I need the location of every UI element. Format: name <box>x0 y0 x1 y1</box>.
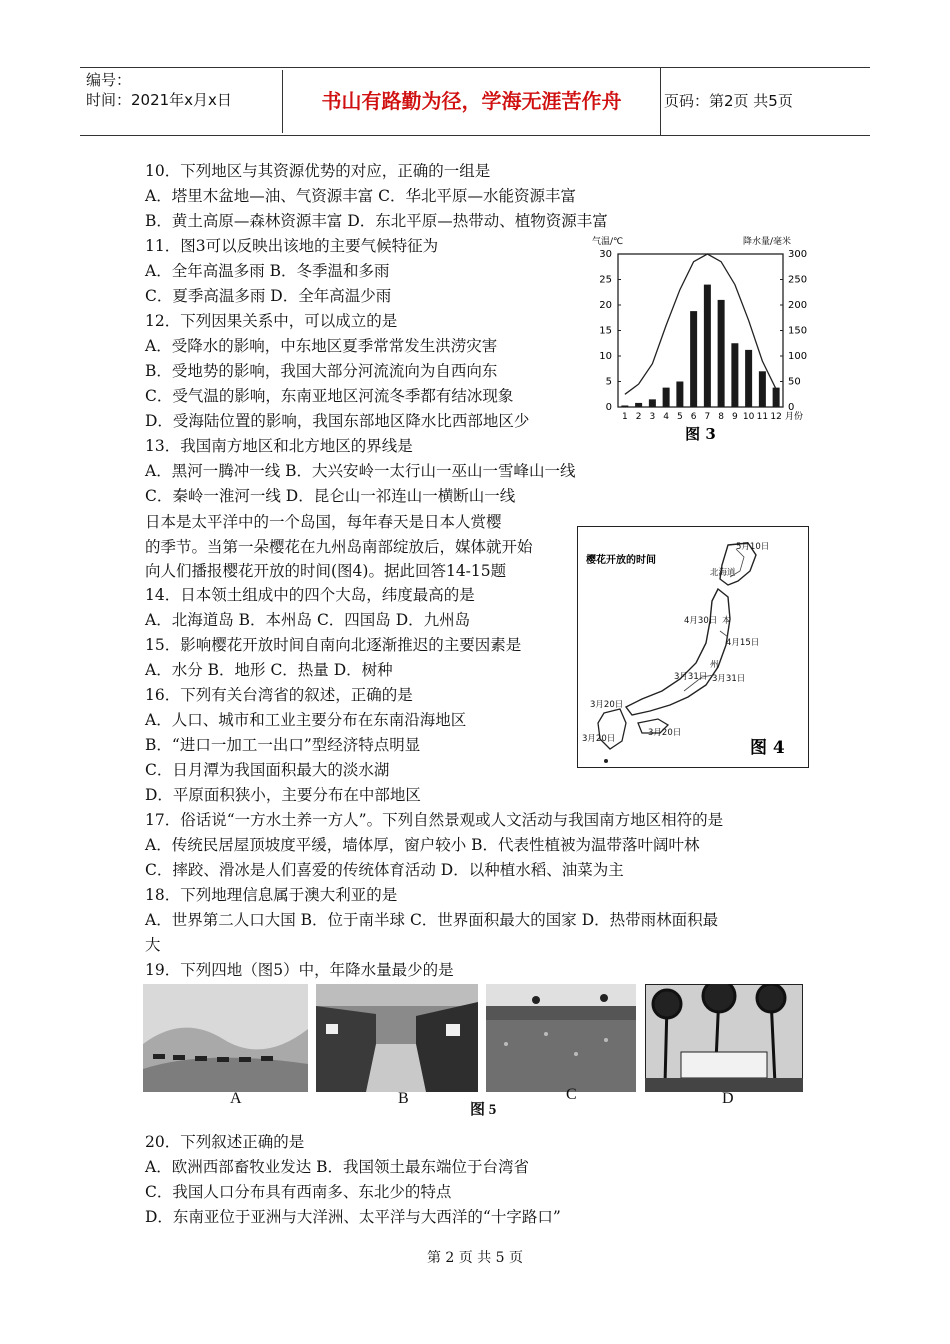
temp-tick: 30 <box>599 249 612 260</box>
japan-sakura-map <box>578 527 808 767</box>
temp-tick: 20 <box>599 300 612 311</box>
text-line: C．日月潭为我国面积最大的淡水湖 <box>145 761 390 779</box>
text-line: 向人们播报樱花开放的时间(图4)。据此回答14-15题 <box>145 562 507 580</box>
text-line: C．摔跤、滑冰是人们喜爱的传统体育活动 D．以种植水稻、油菜为主 <box>145 861 624 879</box>
header-code: 编号： <box>86 71 132 89</box>
month-tick: 4 <box>663 412 669 422</box>
text-line: 17．俗话说“一方水土养一方人”。下列自然景观或人文活动与我国南方地区相符的是 <box>145 811 724 829</box>
month-tick: 6 <box>690 412 697 422</box>
place-hokkaido: 北海道 <box>710 568 736 578</box>
precip-bar <box>773 388 780 407</box>
photo-d-tropical <box>645 984 803 1092</box>
text-line: B．黄土高原—森林资源丰富 D．东北平原—热带动、植物资源丰富 <box>145 212 608 230</box>
photo-b-water-town <box>316 984 478 1092</box>
text-line: 14．日本领土组成中的四个大岛，纬度最高的是 <box>145 586 475 604</box>
text-line: A．世界第二人口大国 B．位于南半球 C．世界面积最大的国家 D．热带雨林面积最 <box>145 911 719 929</box>
precip-tick: 0 <box>788 402 795 413</box>
date-label: 4月30日 <box>684 616 718 626</box>
precip-tick: 150 <box>788 325 808 337</box>
isoline-4-15 <box>720 631 728 637</box>
header-motto: 书山有路勤为径，学海无涯苦作舟 <box>283 68 661 135</box>
text-line: C．秦岭一淮河一线 D．昆仑山一祁连山一横断山一线 <box>145 487 516 505</box>
text-line: 大 <box>145 936 161 954</box>
date-label: 3月20日 <box>590 700 624 710</box>
text-line: B．“进口一加工一出口”型经济特点明显 <box>145 736 421 754</box>
month-tick: 7 <box>704 412 711 422</box>
precip-bar <box>718 300 725 407</box>
month-unit: 月份 <box>785 412 804 422</box>
island-dot <box>604 759 608 763</box>
text-line: A．北海道岛 B．本州岛 C．四国岛 D．九州岛 <box>145 611 471 629</box>
text-line: A．传统民居屋顶坡度平缓，墙体厚，窗户较小 B．代表性植被为温带落叶阔叶林 <box>145 836 700 854</box>
precip-bar <box>704 285 711 407</box>
text-line: C．夏季高温多雨 D．全年高温少雨 <box>145 287 392 305</box>
text-line: D．平原面积狭小，主要分布在中部地区 <box>145 786 421 804</box>
text-line: 20．下列叙述正确的是 <box>145 1133 305 1151</box>
precip-bar <box>621 405 628 407</box>
precip-bar <box>690 311 697 407</box>
map-title: 樱花开放的时间 <box>586 555 656 566</box>
date-label: 3月31日 <box>674 672 708 682</box>
month-tick: 3 <box>649 412 656 422</box>
month-tick: 2 <box>635 412 642 422</box>
text-line: 15．影响樱花开放时间自南向北逐渐推迟的主要因素是 <box>145 636 522 654</box>
right-axis-label: 降水量/毫米 <box>743 237 792 247</box>
text-line: 18．下列地理信息属于澳大利亚的是 <box>145 886 398 904</box>
temp-tick: 15 <box>599 325 612 337</box>
temp-tick: 0 <box>605 402 612 413</box>
text-line: B．受地势的影响，我国大部分河流流向为自西向东 <box>145 362 498 380</box>
photo-a-desert <box>143 984 308 1092</box>
figure-3 <box>588 232 813 442</box>
precip-tick: 300 <box>788 249 808 260</box>
header-page-info: 页码：第2页 共5页 <box>664 92 793 110</box>
month-tick: 8 <box>718 412 724 422</box>
text-line: A．塔里木盆地—油、气资源丰富 C．华北平原—水能资源丰富 <box>145 187 576 205</box>
figure-5-caption: 图 5 <box>470 1102 497 1118</box>
month-tick: 5 <box>677 412 683 422</box>
photo-label-b: B <box>398 1090 409 1107</box>
text-line: D．受海陆位置的影响，我国东部地区降水比西部地区少 <box>145 412 530 430</box>
figure-4-caption: 图 4 <box>750 738 785 758</box>
text-line: A．黑河一腾冲一线 B．大兴安岭一太行山一巫山一雪峰山一线 <box>145 462 576 480</box>
date-label: 4月15日 <box>726 638 760 648</box>
month-tick: 11 <box>756 412 769 422</box>
month-tick: 1 <box>622 412 628 422</box>
text-line: 12．下列因果关系中，可以成立的是 <box>145 312 398 330</box>
honshu-shape <box>626 589 730 715</box>
date-label: 3月31日 <box>712 674 746 684</box>
precip-bar <box>649 399 656 407</box>
precip-bar <box>745 350 752 407</box>
chart-frame <box>618 254 783 407</box>
precip-tick: 100 <box>788 351 808 362</box>
precip-tick: 250 <box>788 274 808 286</box>
precip-bar <box>635 403 642 407</box>
precip-bar <box>676 382 683 408</box>
text-line: A．人口、城市和工业主要分布在东南沿海地区 <box>145 711 467 729</box>
photo-c-grassland <box>486 984 636 1092</box>
place-honshu: 本 <box>722 616 731 626</box>
place-honshu-2: 州 <box>710 660 719 670</box>
temp-tick: 5 <box>605 376 612 388</box>
month-tick: 12 <box>770 412 782 422</box>
month-tick: 9 <box>732 412 738 422</box>
precip-bar <box>731 343 738 407</box>
precip-tick: 50 <box>788 376 801 388</box>
text-line: 19．下列四地（图5）中，年降水量最少的是 <box>145 961 454 979</box>
photo-label-a: A <box>230 1090 242 1107</box>
text-line: D．东南亚位于亚洲与大洋洲、太平洋与大西洋的“十字路口” <box>145 1208 561 1226</box>
text-line: A．水分 B．地形 C．热量 D．树种 <box>145 661 393 679</box>
header-time: 时间：2021年x月x日 <box>86 91 232 109</box>
photo-label-d: D <box>722 1090 734 1107</box>
page-footer: 第 2 页 共 5 页 <box>426 1250 524 1266</box>
text-line: 13．我国南方地区和北方地区的界线是 <box>145 437 413 455</box>
text-line: 的季节。当第一朵樱花在九州岛南部绽放后，媒体就开始 <box>145 538 533 556</box>
text-line: 16．下列有关台湾省的叙述，正确的是 <box>145 686 413 704</box>
figure-3-caption: 图 3 <box>685 425 716 442</box>
text-line: 日本是太平洋中的一个岛国，每年春天是日本人赏樱 <box>145 513 502 531</box>
temperature-line <box>625 254 776 394</box>
date-label: 5月10日 <box>736 542 770 552</box>
date-label: 3月20日 <box>582 734 616 744</box>
left-axis-label: 气温/℃ <box>592 237 624 247</box>
figure-4 <box>577 526 809 768</box>
text-line: A．全年高温多雨 B．冬季温和多雨 <box>145 262 390 280</box>
precip-tick: 200 <box>788 300 808 311</box>
page-header <box>80 67 870 136</box>
month-tick: 10 <box>742 412 755 422</box>
text-line: A．欧洲西部畜牧业发达 B．我国领土最东端位于台湾省 <box>145 1158 530 1176</box>
photo-label-c: C <box>566 1086 577 1103</box>
text-line: 11．图3可以反映出该地的主要气候特征为 <box>145 237 439 255</box>
precip-bar <box>663 388 670 407</box>
text-line: C．受气温的影响，东南亚地区河流冬季都有结冰现象 <box>145 387 514 405</box>
temp-tick: 25 <box>599 274 612 286</box>
text-line: A．受降水的影响，中东地区夏季常常发生洪涝灾害 <box>145 337 498 355</box>
text-line: 10．下列地区与其资源优势的对应，正确的一组是 <box>145 162 491 180</box>
header-meta <box>86 70 283 133</box>
temp-tick: 10 <box>599 351 612 362</box>
text-line: C．我国人口分布具有西南多、东北少的特点 <box>145 1183 452 1201</box>
precip-bar <box>759 371 766 407</box>
date-label: 3月20日 <box>648 728 682 738</box>
climate-chart <box>588 232 813 442</box>
